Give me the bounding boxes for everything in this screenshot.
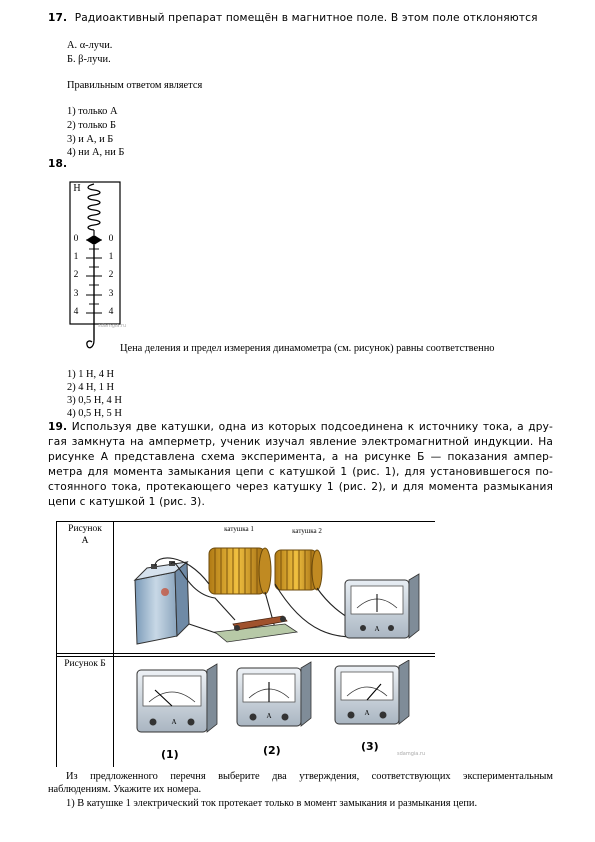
q18-number: 18. xyxy=(48,158,68,170)
meter-number-1: (1) xyxy=(161,748,179,761)
scale-right-0: 0 xyxy=(108,234,114,244)
meter-number-2: (2) xyxy=(263,744,281,757)
coil-1-label: катушка 1 xyxy=(224,525,254,533)
q18-answer-3: 3) 0,5 Н, 4 Н xyxy=(67,395,122,406)
circuit-drawing xyxy=(115,524,433,652)
scale-left-2: 2 xyxy=(73,270,79,280)
scale-right-3: 3 xyxy=(108,289,114,299)
scale-left-4: 4 xyxy=(73,307,79,317)
q17-option-a: А. α-лучи. xyxy=(67,40,113,51)
coil-1 xyxy=(209,548,271,594)
q17-option-b: Б. β-лучи. xyxy=(67,54,111,65)
q19-line-3: рисунке А представлена схема эксперимента, а на рисунке Б — показания ампер- xyxy=(48,451,553,463)
q17-answer-2: 2) только Б xyxy=(67,120,116,131)
figure-a-label-line2: А xyxy=(81,536,89,546)
q18-caption: Цена деления и предел измерения динамометра (см. рисунок) равны соответственно xyxy=(120,343,495,354)
table-divider-horizontal xyxy=(57,653,435,654)
q19-figure-table xyxy=(56,521,435,767)
coil-2 xyxy=(275,550,322,590)
q17-answer-1: 1) только А xyxy=(67,106,118,117)
switch-key xyxy=(215,616,297,642)
q19-line-1-text: Используя две катушки, одна из которых подсоединена к источнику тока, а дру- xyxy=(71,421,553,433)
coil-2-label: катушка 2 xyxy=(292,527,322,535)
q19-instruction-line-2: наблюдениям. Укажите их номера. xyxy=(48,784,202,795)
meter-number-3: (3) xyxy=(361,740,379,753)
q19-line-1 xyxy=(48,421,553,433)
scale-left-3: 3 xyxy=(73,289,79,299)
scale-right-4: 4 xyxy=(108,307,114,317)
q17-prompt: Правильным ответом является xyxy=(67,80,203,91)
dynamometer-unit-label: Н xyxy=(73,183,81,194)
q17-heading xyxy=(48,12,538,24)
battery xyxy=(135,561,189,644)
table-divider-vertical xyxy=(113,522,114,767)
q18-answer-2: 2) 4 Н, 1 Н xyxy=(67,382,115,393)
scale-left-1: 1 xyxy=(73,252,79,262)
q17-number: 17. xyxy=(48,12,68,24)
ammeter-2-letter: А xyxy=(266,712,272,720)
scale-right-2: 2 xyxy=(108,270,114,280)
figure-watermark: sdamgia.ru xyxy=(397,751,426,757)
ammeter-a-letter: А xyxy=(374,625,380,633)
q19-line-2: гая замкнута на амперметр, ученик изучал явление электромагнитной индукции. На xyxy=(48,436,553,448)
scale-left-0: 0 xyxy=(73,234,79,244)
q19-statement-1: 1) В катушке 1 электрический ток протекает только в момент замыкания и размыкания цепи. xyxy=(66,798,478,809)
figure-b-label: Рисунок Б xyxy=(64,659,106,669)
dynamometer-figure xyxy=(68,178,127,354)
q19-number: 19. xyxy=(48,421,68,433)
q17-text: Радиоактивный препарат помещён в магнитное поле. В этом поле отклоняются xyxy=(74,12,538,24)
q19-instruction-line-1: Из предложенного перечня выберите два утверждения, соответствующих экспериментальным xyxy=(66,771,553,782)
q18-answer-4: 4) 0,5 Н, 5 Н xyxy=(67,408,122,419)
q19-line-5: стоянного тока, протекающего через катушку 1 (рис. 2), и для момента размыкания xyxy=(48,481,553,493)
q18-heading xyxy=(48,158,67,170)
q18-answer-1: 1) 1 Н, 4 Н xyxy=(67,369,115,380)
ammeter-3-letter: А xyxy=(364,709,370,717)
ammeter-1-letter: А xyxy=(171,718,177,726)
figure-a-label-line1: Рисунок xyxy=(68,524,102,534)
q19-line-4: метра для момента замыкания цепи с катушкой 1 (рис. 1), для установившегося по- xyxy=(48,466,553,478)
scale-right-1: 1 xyxy=(108,252,114,262)
q17-answer-3: 3) и А, и Б xyxy=(67,134,114,145)
q19-line-6: цепи с катушкой 1 (рис. 3). xyxy=(48,496,205,508)
q17-answer-4: 4) ни А, ни Б xyxy=(67,147,125,158)
dynamometer-watermark: sdamgia.ru xyxy=(98,323,127,329)
table-divider-horizontal-2 xyxy=(57,656,435,657)
